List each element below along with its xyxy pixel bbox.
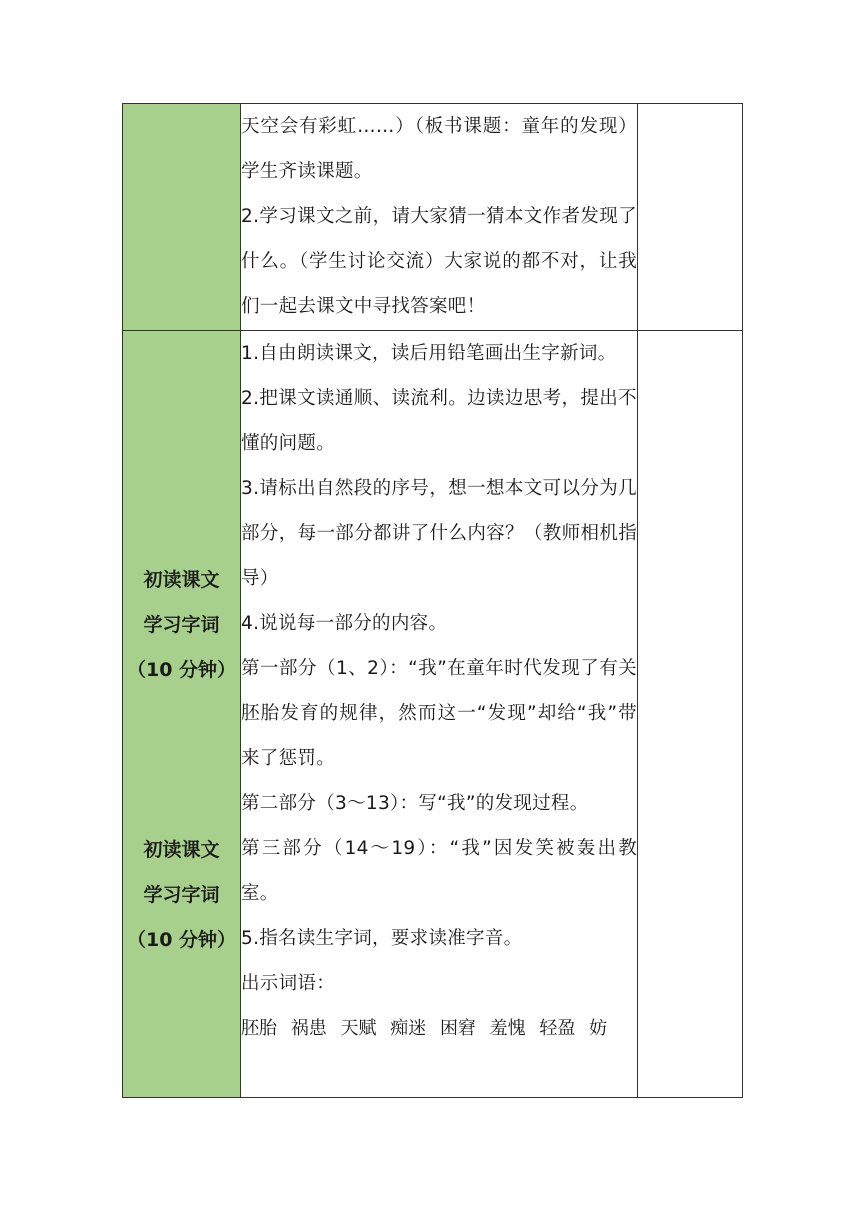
table-row (123, 331, 743, 1098)
side-cell (123, 104, 241, 331)
side-cell (123, 331, 241, 1098)
vocab-word: 羞愧 (489, 1018, 526, 1039)
section-label (123, 558, 240, 693)
section-duration: （10 分钟） (126, 929, 237, 951)
paragraph: 3.请标出自然段的序号，想一想本文可以分为几部分，每一部分都讲了什么内容？（教师相机指导） (241, 478, 637, 589)
content-cell (241, 104, 638, 331)
section-subtitle: 学习字词 (143, 884, 220, 906)
notes-cell (638, 331, 743, 1098)
paragraph: 1.自由朗读课文，读后用铅笔画出生字新词。 (241, 343, 617, 364)
section-duration: （10 分钟） (126, 659, 237, 681)
paragraph: 天空会有彩虹……）（板书课题：童年的发现）学生齐读课题。 (241, 116, 637, 182)
vocab-word: 轻盈 (539, 1018, 576, 1039)
section-label (123, 828, 240, 963)
paragraph: 5.指名读生字词，要求读准字音。 (241, 928, 523, 949)
vocabulary-list (241, 1006, 637, 1051)
paragraph: 出示词语： (241, 973, 336, 994)
paragraph: 2.学习课文之前，请大家猜一猜本文作者发现了什么。（学生讨论交流）大家说的都不对，让我们一起去课文中寻找答案吧！ (241, 206, 637, 317)
content-cell (241, 331, 638, 1098)
lesson-plan-table (122, 103, 743, 1098)
vocab-word: 胚胎 (241, 1018, 277, 1039)
section-title: 初读课文 (143, 839, 220, 861)
paragraph: 2.把课文读通顺、读流利。边读边思考，提出不懂的问题。 (241, 388, 637, 454)
paragraph: 4.说说每一部分的内容。 (241, 613, 448, 634)
notes-cell (638, 104, 743, 331)
section-title: 初读课文 (143, 569, 220, 591)
vocab-word: 痴迷 (390, 1018, 427, 1039)
vocab-word: 妨 (589, 1018, 608, 1039)
paragraph: 第三部分（14～19）：“我”因发笑被轰出教室。 (241, 838, 637, 904)
section-subtitle: 学习字词 (143, 614, 220, 636)
vocab-word: 天赋 (340, 1018, 377, 1039)
vocab-word: 祸患 (290, 1018, 327, 1039)
paragraph: 第二部分（3～13）：写“我”的发现过程。 (241, 793, 589, 814)
vocab-word: 困窘 (439, 1018, 476, 1039)
table-row (123, 104, 743, 331)
paragraph: 第一部分（1、2）：“我”在童年时代发现了有关胚胎发育的规律，然而这一“发现”却给“我”带来了惩罚。 (241, 658, 637, 769)
